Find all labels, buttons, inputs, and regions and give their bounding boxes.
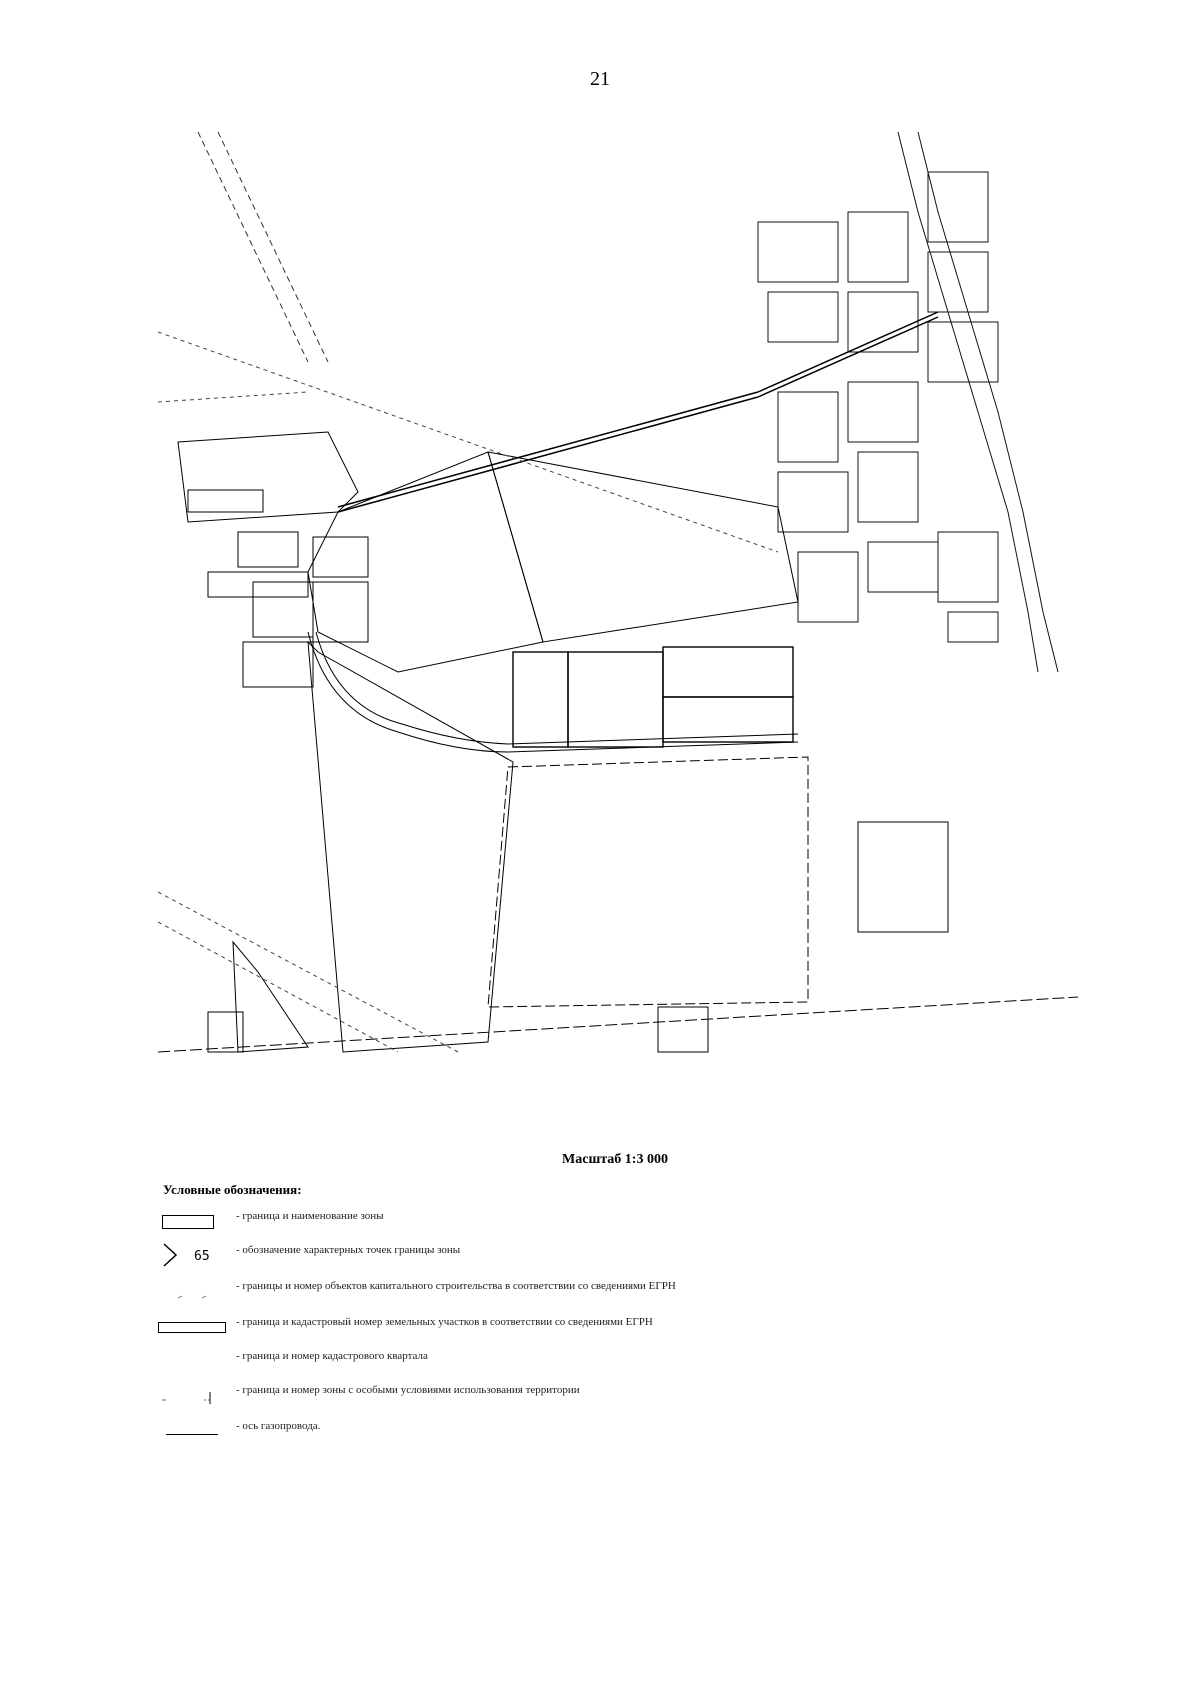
legend-item-special-zone: - граница и номер зоны с особыми условиями использования территории	[158, 1382, 1058, 1408]
legend-item-cadastral-quarter: - граница и номер кадастрового квартала	[158, 1348, 1058, 1374]
cadastral-map	[158, 112, 1078, 1152]
central-parcel	[308, 452, 798, 672]
special-zone-lines	[158, 332, 778, 1052]
vertical-parcel	[308, 642, 513, 1052]
point-marker-symbol: 65	[158, 1242, 228, 1268]
left-road	[198, 132, 328, 362]
settlement-blocks	[758, 132, 1058, 672]
legend-item-gas-pipeline: - ось газопровода.	[158, 1418, 1058, 1444]
land-parcel-symbol	[158, 1314, 228, 1340]
page-number: 21	[590, 68, 610, 90]
legend-item-zone-boundary: - граница и наименование зоны	[158, 1208, 1058, 1234]
bottom-left-parcels	[208, 942, 708, 1052]
left-buildings	[178, 432, 368, 687]
cadastral-quarter-symbol	[158, 1348, 228, 1374]
capital-object-symbol	[158, 1278, 228, 1304]
legend-item-point-marker: 65 - обозначение характерных точек границы зоны	[158, 1242, 1058, 1268]
middle-parcels	[513, 647, 793, 747]
special-zone-symbol	[158, 1382, 228, 1408]
legend-title: Условные обозначения:	[163, 1182, 302, 1197]
lower-field	[488, 757, 808, 1007]
lower-right-building	[858, 822, 948, 932]
zone-boundary-symbol	[158, 1208, 228, 1234]
gas-pipeline-symbol	[158, 1418, 228, 1444]
legend-item-capital-object: - границы и номер объектов капитального строительства в соответствии со сведениями ЕГРН	[158, 1278, 1058, 1304]
curved-road	[308, 632, 798, 752]
legend-item-land-parcel: - граница и кадастровый номер земельных участков в соответствии со сведениями ЕГРН	[158, 1314, 1058, 1340]
map-scale: Масштаб 1:3 000	[562, 1152, 668, 1167]
